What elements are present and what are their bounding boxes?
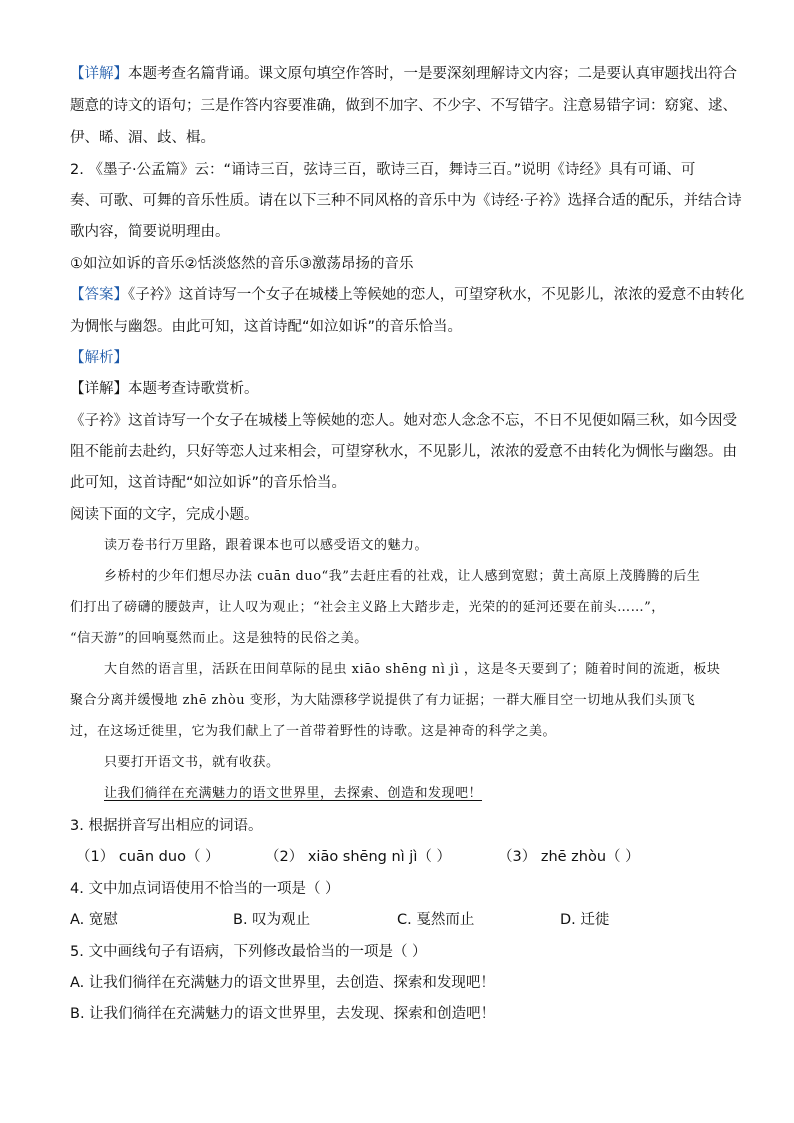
question-2-line-3: 歌内容，简要说明理由。 [70, 224, 230, 240]
question-3-blank-2: （2） xiāo shēng nì jì（ ） [265, 849, 451, 865]
passage-line-4: “信天游”的回响戛然而止。这是独特的民俗之美。 [70, 631, 368, 646]
passage-line-3: 们打出了磅礴的腰鼓声，让人叹为观止；“社会主义路上大踏步走，光荣的的延河还要在前头……”， [70, 600, 665, 615]
detail-body-line-1: 《子衿》这首诗写一个女子在城楼上等候她的恋人。她对恋人念念不忘，不日不见便如隔三秋，如今因受 [70, 413, 737, 429]
question-5-option-b: B. 让我们徜徉在充满魅力的语文世界里，去发现、探索和创造吧！ [70, 1006, 496, 1022]
option-b: B. 叹为观止 [233, 912, 311, 928]
reading-intro: 阅读下面的文字，完成小题。 [70, 507, 259, 523]
option-c: C. 戛然而止 [397, 912, 475, 928]
analysis-tag: 【解析】 [70, 350, 128, 366]
answer-text: 《子衿》这首诗写一个女子在城楼上等候她的恋人，可望穿秋水，不见影儿，浓浓的爱意不由转化 [128, 287, 745, 303]
answer-tag: 【答案】 [70, 287, 128, 303]
detail-text: 本题考查名篇背诵。课文原句填空作答时，一是要深刻理解诗文内容；二是要认真审题找出符合 [128, 66, 737, 82]
detail-text-2: 本题考查诗歌赏析。 [128, 381, 259, 397]
detail-line [70, 379, 259, 399]
detail-tag-2: 【详解】 [70, 381, 128, 397]
detail-tag: 【详解】 [70, 66, 128, 82]
question-3-blank-1: （1） cuān duo（ ） [76, 849, 220, 865]
question-2-options: ①如泣如诉的音乐②恬淡悠然的音乐③激荡昂扬的音乐 [70, 256, 414, 272]
detail-paragraph-line-3: 伊、晞、湄、歧、楫。 [70, 130, 215, 146]
option-a: A. 宽慰 [70, 912, 118, 928]
passage-line-1: 读万卷书行万里路，跟着课本也可以感受语文的魅力。 [104, 538, 429, 553]
question-5-option-a: A. 让我们徜徉在充满魅力的语文世界里，去创造、探索和发现吧！ [70, 975, 495, 991]
passage-underlined-sentence: 让我们徜徉在充满魅力的语文世界里，去探索、创造和发现吧！ [104, 786, 483, 801]
detail-paragraph-line-2: 题意的诗文的语句；三是作答内容要准确，做到不加字、不少字、不写错字。注意易错字词：窈窕、逑、 [70, 98, 737, 114]
detail-body-line-2: 阻不能前去赴约，只好等恋人过来相会，可望穿秋水，不见影儿，浓浓的爱意不由转化为惆怅与幽怨。由 [70, 444, 737, 460]
question-3-blank-3: （3） zhē zhòu（ ） [498, 849, 640, 865]
detail-body-line-3: 此可知，这首诗配“如泣如诉”的音乐恰当。 [70, 475, 347, 491]
passage-line-8: 只要打开语文书，就有收获。 [104, 755, 280, 770]
question-5-stem: 5. 文中画线句子有语病，下列修改最恰当的一项是（ ） [70, 944, 427, 960]
option-d: D. 迁徙 [560, 912, 610, 928]
passage-line-7: 过，在这场迁徙里，它为我们献上了一首带着野性的诗歌。这是神奇的科学之美。 [70, 724, 557, 739]
question-3-stem: 3. 根据拼音写出相应的词语。 [70, 818, 263, 834]
question-2-line-2: 奏、可歌、可舞的音乐性质。请在以下三种不同风格的音乐中为《诗经·子衿》选择合适的配乐，并结合诗 [70, 193, 742, 209]
question-2-line-1: 2. 《墨子·公孟篇》云：“诵诗三百，弦诗三百，歌诗三百，舞诗三百。”说明《诗经》具有可诵、可 [70, 162, 696, 178]
passage-line-6: 聚合分离并缓慢地 zhē zhòu 变形，为大陆漂移学说提供了有力证据；一群大雁目空一切地从我们头顶飞 [70, 693, 696, 708]
passage-line-2: 乡桥村的少年们想尽办法 cuān duo“我”去赶庄看的社戏，让人感到宽慰；黄土高原上茂腾腾的后生 [104, 569, 701, 584]
detail-paragraph-line-1 [70, 64, 737, 84]
question-4-stem: 4. 文中加点词语使用不恰当的一项是（ ） [70, 881, 340, 897]
answer-line-1 [70, 285, 744, 305]
passage-line-5: 大自然的语言里，活跃在田间草际的昆虫 xiāo shēng nì jì ，这是冬天要到了；随着时间的流逝，板块 [104, 662, 721, 677]
answer-line-2: 为惆怅与幽怨。由此可知，这首诗配“如泣如诉”的音乐恰当。 [70, 319, 463, 335]
